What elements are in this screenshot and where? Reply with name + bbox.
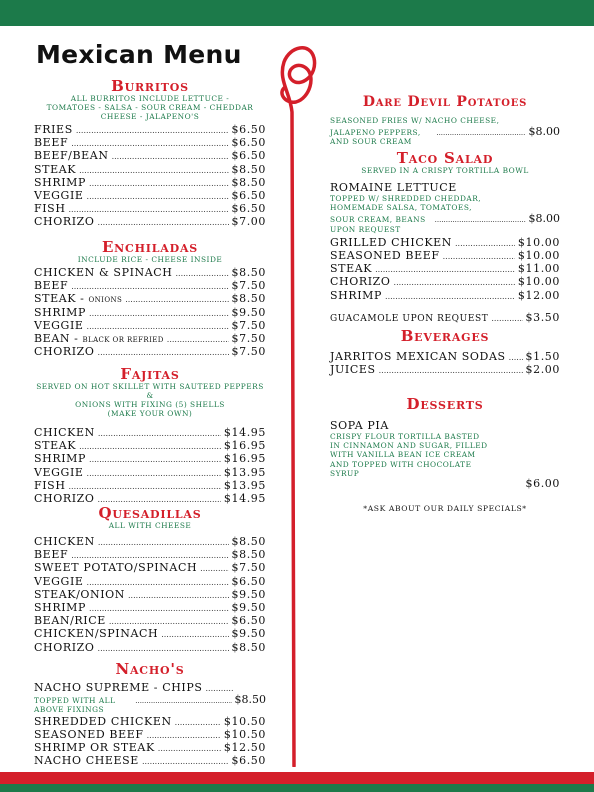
burritos-title: Burritos: [111, 77, 189, 95]
menu-item: [34, 345, 266, 358]
item-price: $8.50: [231, 548, 266, 562]
item-price: $3.50: [525, 310, 560, 324]
taco-salad-title: Taco Salad: [396, 149, 494, 167]
enchiladas-note: INCLUDE RICE - CHEESE INSIDE: [77, 255, 223, 264]
enchiladas-section: [34, 239, 266, 358]
item-sub: BLACK OR REFRIED: [82, 335, 164, 344]
menu-item: [34, 439, 266, 452]
item-price: $12.00: [517, 288, 560, 302]
sopapia-desc-1: CRISPY FLOUR TORTILLA BASTED: [330, 432, 480, 441]
nachos-supreme-item: [34, 681, 266, 694]
item-price: $7.50: [231, 331, 266, 345]
potatoes-section: [330, 94, 560, 147]
item-price: $13.95: [223, 478, 266, 492]
item-name: NACHO SUPREME - CHIPS: [34, 681, 203, 694]
item-name: SHRIMP OR STEAK: [34, 740, 155, 754]
daily-specials-note: *ASK ABOUT OUR DAILY SPECIALS*: [363, 504, 527, 513]
menu-item: [34, 149, 266, 162]
item-name: VEGGIE: [34, 318, 84, 332]
romaine-price: $8.00: [528, 212, 560, 226]
menu-item: [34, 561, 266, 574]
beverages-section: [330, 328, 560, 376]
item-name: SWEET POTATO/SPINACH: [34, 561, 198, 575]
item-name: JARRITOS MEXICAN SODAS: [330, 350, 506, 363]
potatoes-desc-2: JALAPENO PEPPERS, AND SOUR CREAM: [330, 128, 421, 147]
item-name: SHRIMP: [34, 305, 87, 319]
bottom-green-band: [0, 784, 594, 792]
sopapia-price: $6.00: [525, 477, 560, 491]
item-name: BEEF: [34, 279, 69, 293]
item-name: BEEF: [34, 548, 69, 562]
item-name: SHREDDED CHICKEN: [34, 714, 172, 728]
menu-item: [34, 202, 266, 215]
item-sub: ONIONS: [88, 296, 123, 305]
item-name: BEEF: [34, 136, 69, 150]
item-price: $16.95: [223, 452, 266, 466]
sopapia-desc-3: WITH VANILLA BEAN ICE CREAM: [330, 450, 476, 460]
menu-item: [330, 363, 560, 376]
menu-item: [34, 136, 266, 149]
sopapia-block: [330, 419, 560, 490]
nachos-title: Nacho's: [115, 660, 185, 678]
item-price: $6.50: [231, 754, 266, 768]
item-name: CHORIZO: [34, 640, 95, 654]
item-name: CHICKEN & SPINACH: [34, 266, 173, 279]
item-price: $10.50: [223, 714, 266, 728]
menu-item: [34, 588, 266, 601]
burritos-note-2: TOMATOES - SALSA - SOUR CREAM - CHEDDAR: [46, 103, 254, 112]
item-name: SEASONED BEEF: [330, 249, 440, 262]
item-price: $8.50: [231, 535, 266, 548]
potatoes-desc: [330, 116, 560, 147]
item-name: SHRIMP: [34, 175, 87, 189]
item-name: CHORIZO: [34, 215, 95, 229]
item-price: $6.50: [231, 123, 266, 136]
item-price: $7.50: [231, 345, 266, 359]
menu-item: [34, 754, 266, 767]
beverages-list: [330, 350, 560, 376]
menu-item: [330, 262, 560, 275]
item-price: $16.95: [223, 439, 266, 453]
item-price: $10.50: [223, 727, 266, 741]
sopapia-desc-2: IN CINNAMON AND SUGAR, FILLED: [330, 441, 488, 451]
menu-item: [34, 452, 266, 465]
guacamole-item: [330, 311, 560, 324]
item-name: BEAN -: [34, 331, 79, 345]
item-price: $8.50: [231, 175, 266, 189]
item-price: $9.50: [231, 627, 266, 641]
item-price: $7.50: [231, 561, 266, 575]
item-name: SHRIMP: [34, 600, 87, 614]
menu-item: [34, 627, 266, 640]
item-name: GRILLED CHICKEN: [330, 235, 453, 249]
menu-item: [330, 249, 560, 262]
item-price: $6.50: [231, 188, 266, 202]
enchiladas-list: [34, 266, 266, 358]
menu-item: [34, 266, 266, 279]
item-price: $6.50: [231, 574, 266, 588]
item-price: $8.50: [231, 266, 266, 279]
item-price: $8.50: [231, 640, 266, 654]
item-price: $14.95: [223, 491, 266, 505]
item-price: $12.50: [223, 740, 266, 754]
menu-item: [34, 479, 266, 492]
potatoes-price: $8.00: [528, 125, 560, 139]
sopapia-desc-4: AND TOPPED WITH CHOCOLATE: [330, 459, 472, 469]
item-price: $7.50: [231, 318, 266, 332]
item-name: CHICKEN/SPINACH: [34, 627, 159, 641]
item-name: VEGGIE: [34, 188, 84, 202]
item-price: $6.50: [231, 202, 266, 216]
item-name: BEAN/RICE: [34, 614, 106, 628]
taco-salad-section: [330, 150, 560, 324]
menu-item: [34, 741, 266, 754]
item-price: $8.50: [231, 162, 266, 176]
nachos-items: [34, 715, 266, 768]
item-name: FISH: [34, 202, 66, 216]
burritos-note-1: ALL BURRITOS INCLUDE LETTUCE -: [70, 94, 230, 103]
menu-item: [34, 728, 266, 741]
item-name: CHICKEN: [34, 426, 95, 439]
item-name: STEAK: [34, 162, 77, 176]
menu-item: [34, 306, 266, 319]
item-name: CHORIZO: [34, 345, 95, 359]
item-name: JUICES: [330, 363, 376, 377]
item-name: FISH: [34, 478, 66, 492]
menu-item: [34, 123, 266, 136]
romaine-desc-row: [330, 212, 560, 233]
menu-item: [34, 215, 266, 228]
fajitas-title: Fajitas: [120, 365, 180, 383]
quesadillas-section: [34, 505, 266, 654]
quesadillas-title: Quesadillas: [98, 504, 202, 522]
item-price: $1.50: [525, 350, 560, 363]
romaine-desc-2: HOMEMADE SALSA, TOMATOES,: [330, 203, 472, 213]
menu-item: [34, 176, 266, 189]
item-name: CHORIZO: [330, 275, 391, 289]
sopapia-desc-5: SYRUP: [330, 468, 360, 478]
quesadillas-note: ALL WITH CHEESE: [108, 521, 192, 530]
item-name: CHORIZO: [34, 491, 95, 505]
menu-item: [34, 163, 266, 176]
burritos-note-3: CHEESE - JALAPENO'S: [100, 112, 200, 121]
menu-item: [34, 575, 266, 588]
nachos-supreme-note: TOPPED WITH ALL ABOVE FIXINGS: [34, 696, 116, 715]
item-name: STEAK/ONION: [34, 587, 126, 601]
item-name: SEASONED BEEF: [34, 727, 144, 741]
item-price: $9.50: [231, 305, 266, 319]
menu-item: [34, 426, 266, 439]
menu-item: [34, 189, 266, 202]
beverages-title: Beverages: [400, 327, 490, 345]
item-name: STEAK: [34, 439, 77, 453]
desserts-title: Desserts: [406, 395, 484, 413]
item-price: $8.50: [231, 292, 266, 306]
item-price: $11.00: [517, 262, 560, 276]
item-price: $9.50: [231, 587, 266, 601]
fajitas-note-3: (MAKE YOUR OWN): [107, 409, 193, 418]
item-price: $10.00: [517, 275, 560, 289]
enchiladas-title: Enchiladas: [101, 238, 199, 256]
item-name: SHRIMP: [34, 452, 87, 466]
menu-item: [34, 601, 266, 614]
menu-item: [330, 236, 560, 249]
item-price: $6.50: [231, 149, 266, 163]
burritos-list: [34, 123, 266, 229]
romaine-desc-3: SOUR CREAM, BEANS UPON REQUEST: [330, 215, 426, 234]
top-green-band: [0, 0, 594, 26]
item-name: VEGGIE: [34, 574, 84, 588]
potatoes-desc-1: SEASONED FRIES W/ NACHO CHEESE,: [330, 116, 500, 125]
menu-item: [34, 319, 266, 332]
romaine-desc-1: TOPPED W/ SHREDDED CHEDDAR,: [330, 194, 482, 203]
item-price: $13.95: [223, 465, 266, 479]
menu-item: [330, 289, 560, 302]
nachos-supreme-note-row: [34, 693, 266, 714]
romaine-name: ROMAINE LETTUCE: [330, 181, 457, 194]
nachos-list: [34, 681, 266, 767]
potatoes-desc-row: [330, 125, 560, 146]
item-name: CHICKEN: [34, 535, 95, 548]
desserts-section: [330, 396, 560, 490]
romaine-block: [330, 181, 560, 234]
bottom-red-band: [0, 772, 594, 784]
menu-item: [330, 275, 560, 288]
burritos-section: [34, 78, 266, 229]
menu-item: [34, 548, 266, 561]
item-price: $7.50: [231, 279, 266, 293]
item-name: STEAK: [330, 262, 373, 276]
item-name: FRIES: [34, 123, 73, 136]
potatoes-title: Dare Devil Potatoes: [362, 94, 528, 110]
item-name: NACHO CHEESE: [34, 754, 139, 768]
menu-item: [34, 715, 266, 728]
item-name: VEGGIE: [34, 465, 84, 479]
item-name: BEEF/BEAN: [34, 149, 109, 163]
fajitas-list: [34, 426, 266, 505]
item-name: SHRIMP: [330, 288, 383, 302]
menu-item: [34, 466, 266, 479]
menu-item: [34, 535, 266, 548]
nachos-supreme-price: $8.50: [234, 693, 266, 707]
fajitas-section: [34, 366, 266, 505]
nachos-section: [34, 661, 266, 767]
menu-item: [34, 332, 266, 345]
item-price: $6.50: [231, 136, 266, 150]
item-name: STEAK -: [34, 292, 85, 306]
swirl-divider-icon: [270, 32, 330, 767]
item-price: $10.00: [517, 249, 560, 262]
menu-item: [330, 350, 560, 363]
taco-salad-list: [330, 236, 560, 302]
item-price: $14.95: [223, 426, 266, 439]
item-price: $7.00: [231, 215, 266, 229]
page-title: Mexican Menu: [36, 40, 242, 69]
fajitas-note-2: ONIONS WITH FIXING (5) SHELLS: [75, 400, 225, 409]
menu-item: [34, 641, 266, 654]
sopapia-name: SOPA PIA: [330, 419, 389, 432]
item-price: $6.50: [231, 614, 266, 628]
fajitas-note-1: SERVED ON HOT SKILLET WITH SAUTEED PEPPERS &: [36, 382, 264, 400]
taco-salad-note: SERVED IN A CRISPY TORTILLA BOWL: [361, 166, 529, 175]
item-name: GUACAMOLE UPON REQUEST: [330, 313, 489, 324]
item-price: $10.00: [517, 235, 560, 249]
quesadillas-list: [34, 535, 266, 654]
menu-item: [34, 614, 266, 627]
menu-item: [34, 292, 266, 305]
menu-item: [34, 279, 266, 292]
item-price: $2.00: [525, 363, 560, 377]
item-price: $9.50: [231, 600, 266, 614]
